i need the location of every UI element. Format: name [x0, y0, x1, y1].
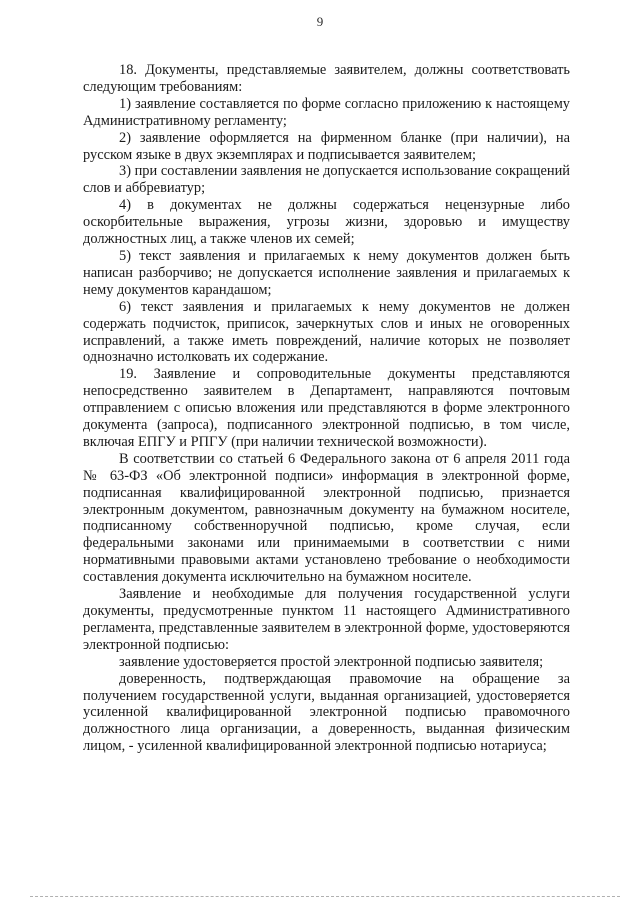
- paragraph-power-of-attorney: доверенность, подтверждающая правомочие на обращение за получением государственной услуги, выданная организацией, удостоверяется усиленной квалифицированной электронной подписью правомочного должностного лица организации, а доверенность, выданная физическим лицом, - усиленной квалифицированной электронной подписью нотариуса;: [83, 670, 570, 755]
- footer-divider: [30, 896, 620, 897]
- document-body: [83, 62, 570, 755]
- paragraph-electronic-documents: Заявление и необходимые для получения государственной услуги документы, предусмотренные пунктом 11 настоящего Административного регламента, представленные заявителем в электронной форме, удостоверяются электронной подписью:: [83, 586, 570, 653]
- list-item-2: 2) заявление оформляется на фирменном бланке (при наличии), на русском языке в двух экземплярах и подписывается заявителем;: [83, 129, 570, 163]
- list-item-4: 4) в документах не должны содержаться нецензурные либо оскорбительные выражения, угрозы жизни, здоровью и имуществу должностных лиц, а также членов их семей;: [83, 197, 570, 248]
- paragraph-simple-signature: заявление удостоверяется простой электронной подписью заявителя;: [119, 653, 544, 670]
- paragraph-electronic-signature-law: В соответствии со статьей 6 Федерального закона от 6 апреля 2011 года № 63-ФЗ «Об электронной подписи» информация в электронной форме, подписанная квалифицированной электронной подписью, признается электронным документом, равнозначным документу на бумажном носителе, подписанному собственноручной подписью, кроме случая, если федеральными законами или принимаемыми в соответствии с ними нормативными правовыми актами установлено требование о необходимости составления документа исключительно на бумажном носителе.: [83, 450, 570, 586]
- list-item-3: 3) при составлении заявления не допускается использование сокращений слов и аббревиатур;: [83, 163, 570, 197]
- paragraph-19: 19. Заявление и сопроводительные документы представляются непосредственно заявителем в Департамент, направляются почтовым отправлением с описью вложения или представляются в форме электронного документа (запроса), подписанного электронной подписью, в том числе, включая ЕПГУ и РПГУ (при наличии технической возможности).: [83, 366, 570, 450]
- page-number: 9: [316, 14, 324, 29]
- list-item-6: 6) текст заявления и прилагаемых к нему документов не должен содержать подчисток, приписок, зачеркнутых слов и иных не оговоренных исправлений, а также иметь повреждений, наличие которых не позволяет однозначно истолковать их содержание.: [83, 298, 570, 366]
- paragraph-18-intro: 18. Документы, представляемые заявителем, должны соответствовать следующим требованиям:: [83, 62, 570, 95]
- list-item-5: 5) текст заявления и прилагаемых к нему документов должен быть написан разборчиво; не допускается исполнение заявления и прилагаемых к нему документов карандашом;: [83, 247, 570, 298]
- list-item-1: 1) заявление составляется по форме согласно приложению к настоящему Административному регламенту;: [83, 95, 570, 129]
